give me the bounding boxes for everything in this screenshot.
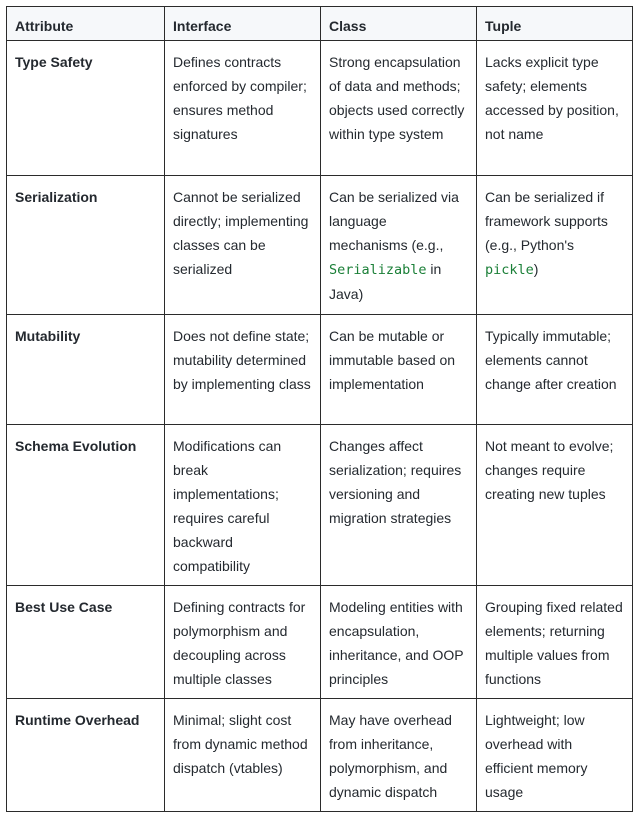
- header-tuple: Tuple: [477, 7, 633, 41]
- cell-class: Strong encapsulation of data and methods; objects used correctly within type system: [321, 41, 477, 176]
- table-row: [7, 586, 633, 699]
- cell-interface: Does not define state; mutability determined by implementing class: [165, 315, 321, 425]
- cell-class: May have overhead from inheritance, polymorphism, and dynamic dispatch: [321, 699, 477, 812]
- cell-tuple-text-post: ): [533, 261, 539, 277]
- cell-attribute: Runtime Overhead: [7, 699, 165, 812]
- cell-tuple: Lacks explicit type safety; elements accessed by position, not name: [477, 41, 633, 176]
- inline-code-pickle: pickle: [485, 262, 534, 278]
- header-attribute: Attribute: [7, 7, 165, 41]
- cell-tuple: Typically immutable; elements cannot change after creation: [477, 315, 633, 425]
- cell-class: [321, 176, 477, 315]
- cell-tuple-text-pre: Can be serialized if framework supports (e.g., Python's: [485, 189, 608, 253]
- table-body: [7, 41, 633, 812]
- header-interface: Interface: [165, 7, 321, 41]
- table-row: [7, 176, 633, 315]
- header-row: [7, 7, 633, 41]
- cell-class: Can be mutable or immutable based on implementation: [321, 315, 477, 425]
- table-row: [7, 425, 633, 586]
- cell-attribute: Type Safety: [7, 41, 165, 176]
- cell-class: Changes affect serialization; requires versioning and migration strategies: [321, 425, 477, 586]
- cell-interface: Defining contracts for polymorphism and decoupling across multiple classes: [165, 586, 321, 699]
- table-row: [7, 699, 633, 812]
- cell-interface: Cannot be serialized directly; implementing classes can be serialized: [165, 176, 321, 315]
- cell-attribute: Mutability: [7, 315, 165, 425]
- cell-attribute: Best Use Case: [7, 586, 165, 699]
- cell-attribute: Serialization: [7, 176, 165, 315]
- comparison-table: [6, 6, 633, 812]
- cell-class-text-post: in Java): [329, 261, 442, 302]
- cell-tuple: Grouping fixed related elements; returning multiple values from functions: [477, 586, 633, 699]
- cell-class: Modeling entities with encapsulation, inheritance, and OOP principles: [321, 586, 477, 699]
- table-row: [7, 41, 633, 176]
- cell-tuple: Not meant to evolve; changes require creating new tuples: [477, 425, 633, 586]
- header-class: Class: [321, 7, 477, 41]
- table-row: [7, 315, 633, 425]
- cell-interface: Modifications can break implementations; requires careful backward compatibility: [165, 425, 321, 586]
- table-header: [7, 7, 633, 41]
- cell-tuple: [477, 176, 633, 315]
- cell-interface: Minimal; slight cost from dynamic method dispatch (vtables): [165, 699, 321, 812]
- cell-interface: Defines contracts enforced by compiler; ensures method signatures: [165, 41, 321, 176]
- cell-tuple: Lightweight; low overhead with efficient memory usage: [477, 699, 633, 812]
- inline-code-serializable: Serializable: [329, 262, 427, 278]
- cell-class-text-pre: Can be serialized via language mechanisms (e.g.,: [329, 189, 459, 253]
- cell-attribute: Schema Evolution: [7, 425, 165, 586]
